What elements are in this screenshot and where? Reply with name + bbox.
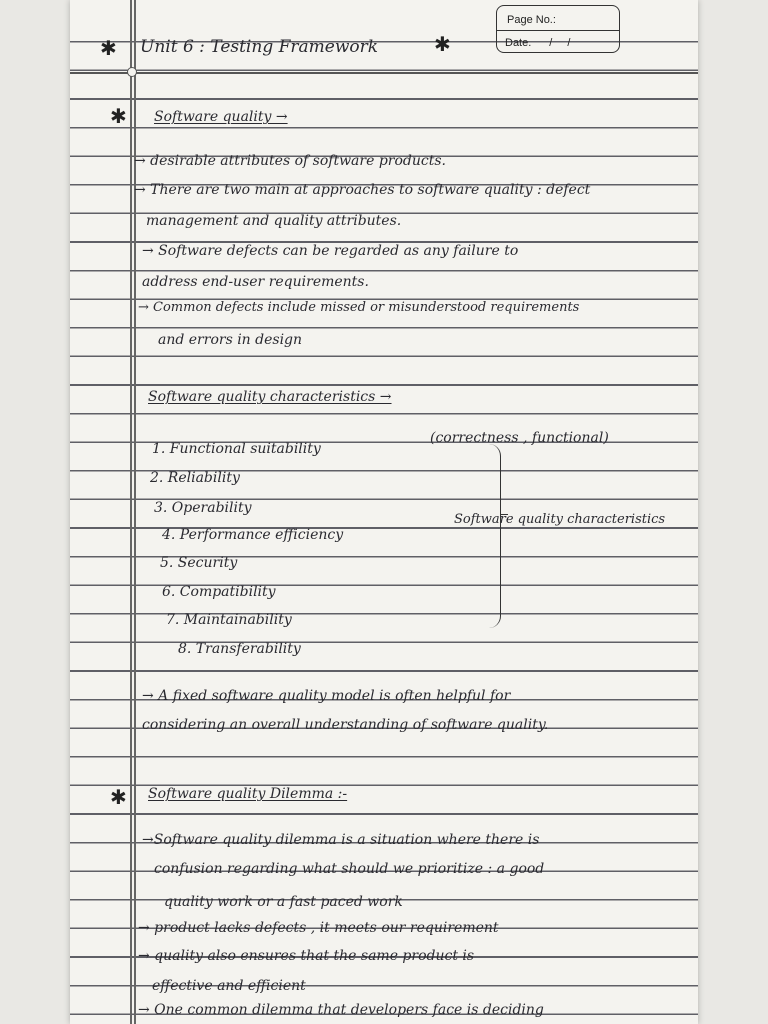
page-info-divider (497, 30, 619, 31)
characteristic-note-right: Software quality characteristics (454, 512, 666, 527)
note-line: and errors in design (158, 332, 303, 348)
characteristic-note-top: (correctness , functional) (430, 430, 609, 446)
characteristic-item: 7. Maintainability (166, 612, 292, 628)
characteristic-item: 5. Security (160, 555, 238, 571)
note-line: confusion regarding what should we prioritize : a good (154, 861, 545, 877)
characteristic-item: 1. Functional suitability (152, 441, 321, 457)
note-line: quality work or a fast paced work (164, 894, 403, 910)
margin-line-left (130, 0, 132, 1024)
date-value: / / (549, 37, 577, 49)
date-field (505, 37, 576, 49)
note-line: → desirable attributes of software products. (134, 153, 446, 169)
section-heading-software-quality: Software quality → (154, 109, 288, 125)
note-line: management and quality attributes. (146, 213, 402, 229)
asterisk-icon: ✱ (110, 104, 127, 128)
note-line: considering an overall understanding of software quality. (142, 717, 549, 733)
margin-punch-dot (127, 67, 137, 77)
characteristic-item: 2. Reliability (150, 470, 240, 486)
asterisk-icon: ✱ (100, 36, 117, 60)
page-no-label: Page No.: (507, 14, 556, 26)
unit-title: Unit 6 : Testing Framework (140, 37, 379, 57)
curly-brace (488, 444, 501, 628)
characteristic-item: 8. Transferability (178, 641, 301, 657)
note-line: → product lacks defects , it meets our requirement (138, 920, 499, 936)
note-line: → One common dilemma that developers face is deciding (138, 1002, 544, 1018)
section-heading-dilemma: Software quality Dilemma :- (148, 786, 348, 802)
note-line: → There are two main at approaches to software quality : defect (134, 182, 591, 198)
date-label: Date. (505, 37, 532, 49)
characteristic-item: 4. Performance efficiency (162, 527, 344, 543)
note-line: → Common defects include missed or misunderstood requirements (138, 300, 580, 315)
notebook-page (70, 0, 698, 1024)
note-line: →Software quality dilemma is a situation where there is (142, 832, 540, 848)
asterisk-icon: ✱ (434, 32, 451, 56)
characteristic-item: 3. Operability (154, 500, 252, 516)
characteristic-item: 6. Compatibility (162, 584, 276, 600)
note-line: → A fixed software quality model is often helpful for (142, 688, 511, 704)
note-line: → Software defects can be regarded as any failure to (142, 243, 519, 259)
note-line: effective and efficient (152, 978, 306, 994)
page-info-box (496, 5, 620, 53)
section-heading-characteristics: Software quality characteristics → (148, 389, 392, 405)
note-line: address end-user requirements. (142, 274, 369, 290)
note-line: → quality also ensures that the same product is (138, 948, 475, 964)
asterisk-icon: ✱ (110, 785, 127, 809)
header-rule (70, 72, 698, 74)
